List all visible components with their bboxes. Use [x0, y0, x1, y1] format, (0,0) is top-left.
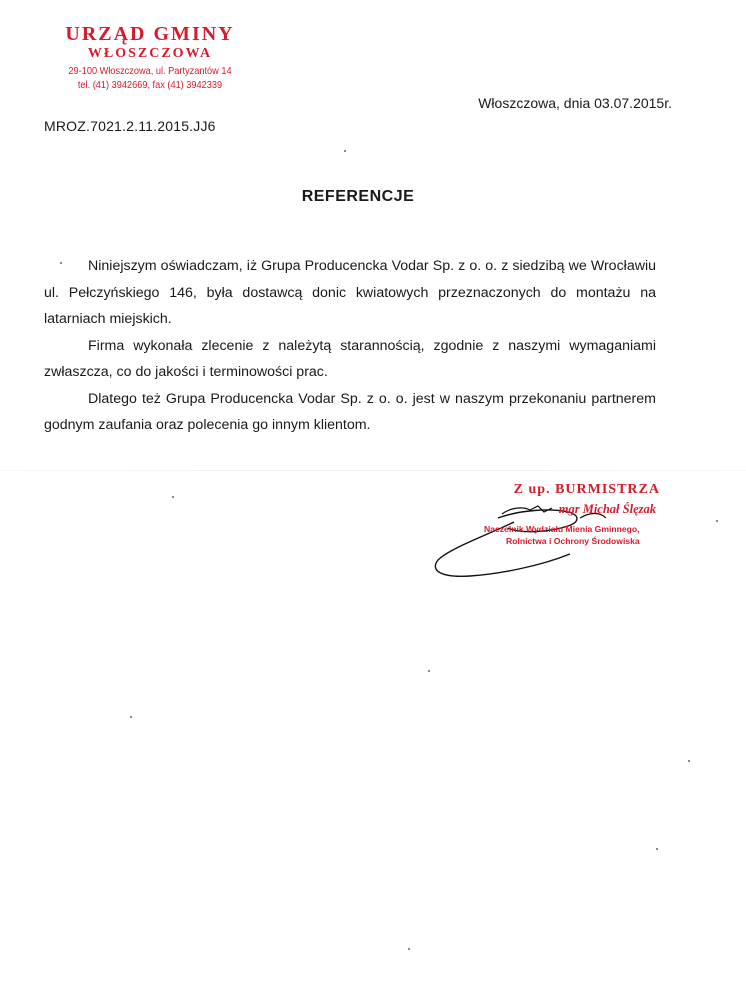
- stamp-address: 29-100 Włoszczowa, ul. Partyzantów 14: [68, 66, 232, 77]
- paper-fold: [0, 470, 746, 471]
- stamp-phone: tel. (41) 3942669, fax (41) 3942339: [77, 80, 223, 91]
- paper-speck: [172, 496, 174, 498]
- paper-speck: [716, 520, 718, 522]
- office-stamp: [50, 24, 250, 93]
- paper-speck: [408, 948, 410, 950]
- signature-block: [430, 478, 660, 588]
- paper-speck: [688, 760, 690, 762]
- letter-body: [44, 253, 656, 439]
- paper-speck: [60, 262, 62, 264]
- signatory-name: mgr Michał Ślęzak: [558, 502, 656, 516]
- paragraph: Firma wykonała zlecenie z należytą starannością, zgodnie z naszymi wymaganiami zwłaszcza, co do jakości i terminowości prac.: [44, 337, 656, 380]
- paper-speck: [656, 848, 658, 850]
- signatory-role-line1: Naczelnik Wydziału Mienia Gminnego,: [484, 524, 640, 534]
- paper-speck: [428, 670, 430, 672]
- paper-speck: [130, 716, 132, 718]
- signatory-role-line2: Rolnictwa i Ochrony Środowiska: [506, 536, 640, 546]
- paper-speck: [344, 150, 346, 152]
- paragraph: Niniejszym oświadczam, iż Grupa Producencka Vodar Sp. z o. o. z siedzibą we Wrocławiu ul. Pełczyńskiego 146, była dostawcą donic kwiatowych przeznaczonych do montażu na latarniach miejskich.: [44, 258, 656, 327]
- stamp-title: URZĄD GMINY: [65, 23, 235, 45]
- date-line: Włoszczowa, dnia 03.07.2015r.: [478, 95, 672, 111]
- document-title: REFERENCJE: [301, 188, 415, 205]
- stamp-subtitle: WŁOSZCZOWA: [87, 46, 213, 61]
- signature-heading: Z up. BURMISTRZA: [513, 482, 660, 497]
- reference-number: MROZ.7021.2.11.2015.JJ6: [44, 118, 216, 134]
- paragraph: Dlatego też Grupa Producencka Vodar Sp. z o. o. jest w naszym przekonaniu partnerem godnym zaufania oraz polecenia go innym klientom.: [44, 390, 656, 433]
